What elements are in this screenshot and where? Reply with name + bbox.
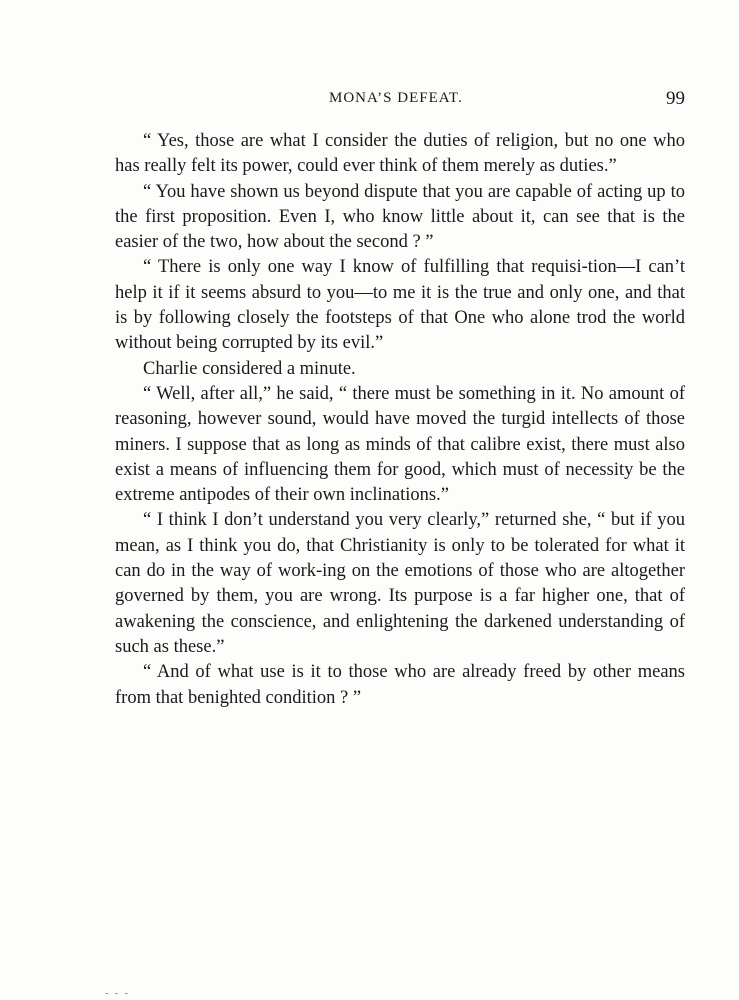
paragraph: “ There is only one way I know of fulfilling that requisi-tion—I can’t help it if it seems absurd to you—to me it is the true and only one, and that is by following closely the footsteps of that One who alone trod the world without being corrupted by its evil.” <box>115 257 685 354</box>
paragraph: “ And of what use is it to those who are already freed by other means from that benighted condition ? ” <box>115 662 685 708</box>
page-number: 99 <box>666 88 685 109</box>
paragraph: “ Well, after all,” he said, “ there must be something in it. No amount of reasoning, however sound, would have moved the turgid intellects of those miners. I suppose that as long as minds of that calibre exist, there must also exist a means of influencing them for good, which must of necessity be the extreme antipodes of their own inclinations.” <box>115 383 685 506</box>
body-text <box>115 129 685 711</box>
paragraph: “ Yes, those are what I consider the duties of religion, but no one who has really felt its power, could ever think of them merely as duties.” <box>115 131 685 177</box>
paragraph: “ You have shown us beyond dispute that you are capable of acting up to the first proposition. Even I, who know little about it, can see that is the easier of the two, how about the second ? ” <box>115 181 685 253</box>
paragraph: “ I think I don’t understand you very clearly,” returned she, “ but if you mean, as I think you do, that Christianity is only to be tolerated for what it can do in the way of work-ing on the emotions of those who are altogether governed by them, you are wrong. Its purpose is a far higher one, that of awakening the conscience, and enlightening the darkened understanding of such as these.” <box>115 510 685 657</box>
running-head <box>115 88 685 112</box>
paragraph: Charlie considered a minute. <box>143 358 356 379</box>
print-specks: - - - <box>105 988 130 999</box>
running-title: MONA’S DEFEAT. <box>329 90 463 106</box>
